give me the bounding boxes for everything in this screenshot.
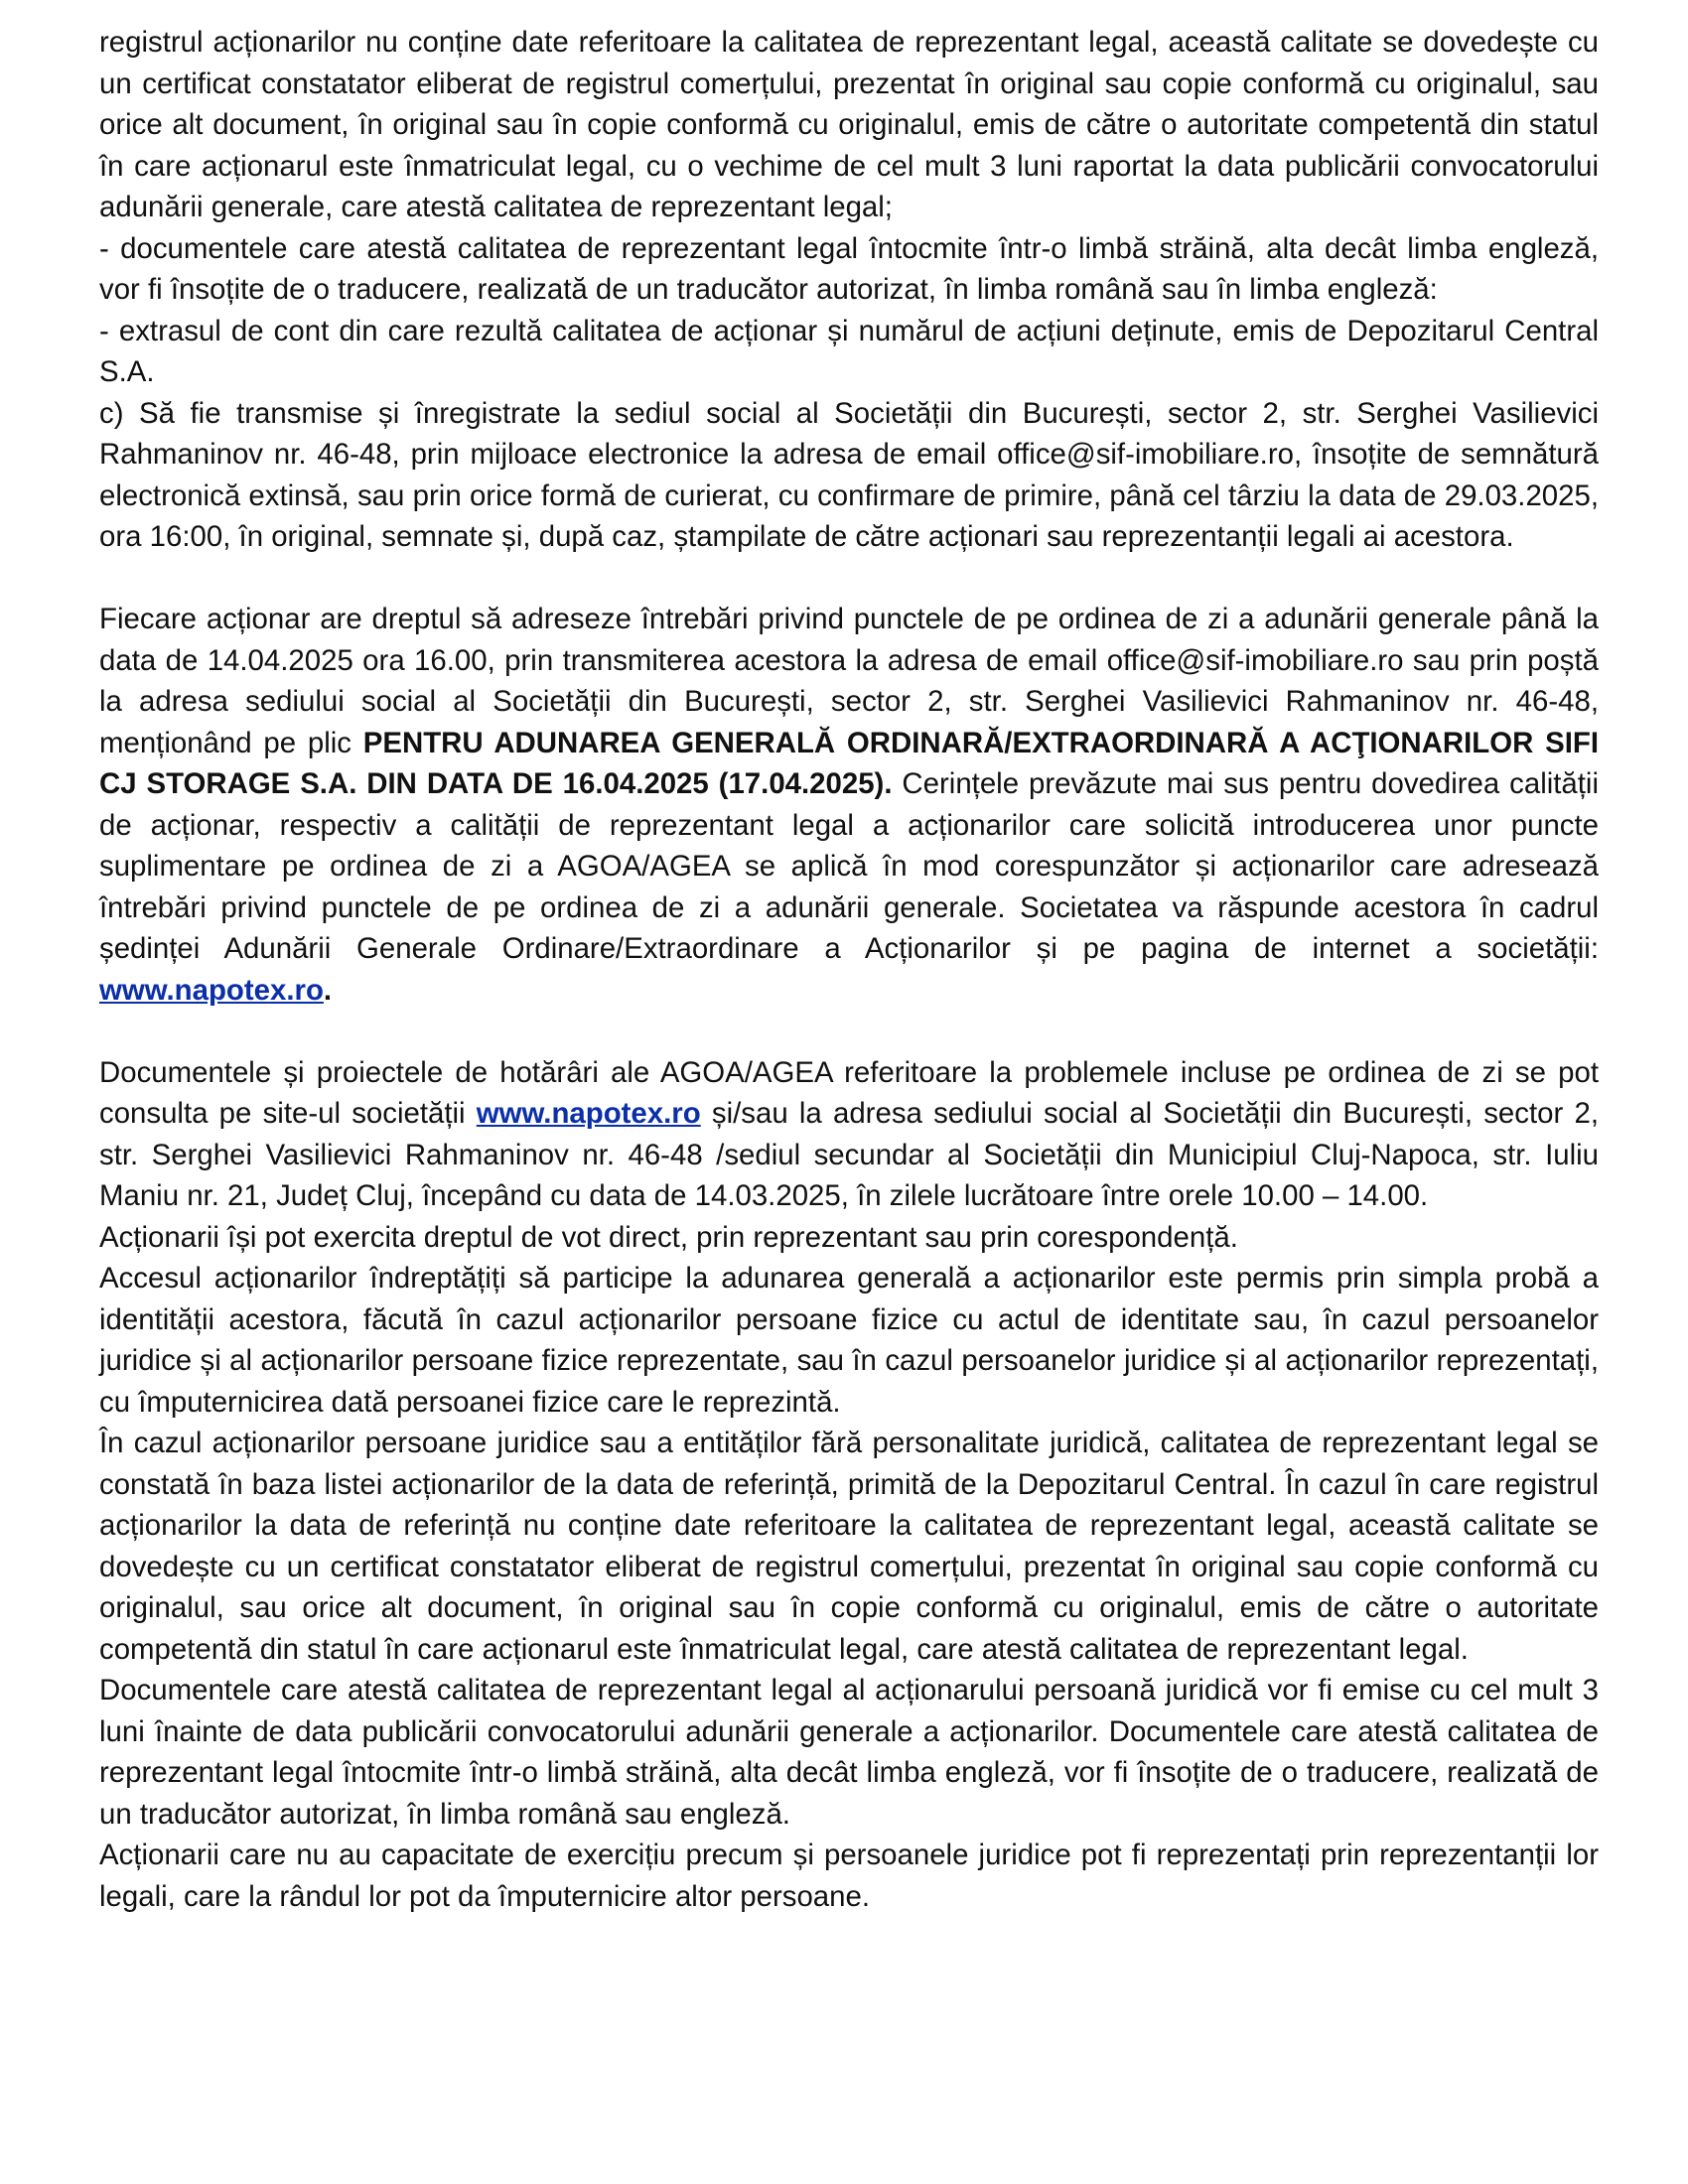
consultation-text-intro: Documentele și proiectele de hotărâri ale AGOA/AGEA referitoare la problemele incluse pe ordinea de zi se pot consulta pe site-ul societății: [99, 1055, 1599, 1130]
envelope-mention-bold: PENTRU ADUNAREA GENERALĂ ORDINARĂ/EXTRAORDINARĂ A ACŢIONARILOR SIFI CJ STORAGE S.A. DIN DATA DE 16.04.2025 (17.04.2025).: [99, 726, 1599, 800]
consultation-text-body: și/sau la adresa sediului social al Societății din București, sector 2, str. Serghei Vasilievici Rahmaninov nr. 46-48 /sediul secundar al Societății din Municipiul Cluj-Napoca, str. Iuliu Maniu nr. 21, Județ Cluj, începând cu data de 14.03.2025, în zilele lucrătoare între orele 10.00 – 14.00.: [99, 1097, 1599, 1212]
paragraph-spacer: [99, 558, 1599, 600]
paragraph-documents-consultation: [99, 1052, 1599, 1217]
paragraph-account-statement: - extrasul de cont din care rezultă calitatea de acționar și numărul de acțiuni deținute, emis de Depozitarul Central S.A.: [99, 314, 1599, 388]
paragraph-voting-rights: Acționarii își pot exercita dreptul de vot direct, prin reprezentant sau prin corespondență.: [99, 1220, 1238, 1254]
questions-text-intro: Fiecare acționar are dreptul să adreseze întrebări privind punctele de pe ordinea de zi a adunării generale până la data de 14.04.2025 ora 16.00, prin transmiterea acestora la adresa de email office@sif-imobiliare.ro sau prin poștă la adresa sediului social al Societății din București, sector 2, str. Serghei Vasilievici Rahmaninov nr. 46-48, menționând pe plic: [99, 603, 1599, 759]
paragraph-shareholder-questions: [99, 599, 1599, 1011]
paragraph-spacer: [99, 1011, 1599, 1052]
questions-text-end: .: [323, 973, 333, 1007]
paragraph-legal-entities: În cazul acționarilor persoane juridice sau a entităților fără personalitate juridică, calitatea de reprezentant legal se constată în baza listei acționarilor de la data de referință, primită de la Depozitarul Central. În cazul în care registrul acționarilor la data de referință nu conține date referitoare la calitatea de reprezentant legal, această calitate se dovedește cu un certificat constatator eliberat de registrul comerțului, prezentat în original sau copie conformă cu originalul, sau orice alt document, în original sau în copie conformă cu originalul, emis de către o autoritate competentă din statul în care acționarul este înmatriculat legal, care atestă calitatea de reprezentant legal.: [99, 1427, 1599, 1666]
paragraph-access-identity: Accesul acționarilor îndreptățiți să participe la adunarea generală a acționarilor este permis prin simpla probă a identității acestora, făcută în cazul acționarilor persoane fizice cu actul de identitate sau, în cazul persoanelor juridice și al acționarilor persoane fizice reprezentate, sau în cazul persoanelor juridice și al acționarilor reprezentați, cu împuternicirea dată persoanei fizice care le reprezintă.: [99, 1262, 1599, 1419]
website-link[interactable]: www.napotex.ro: [476, 1097, 701, 1130]
paragraph-representation: Acționarii care nu au capacitate de exercițiu precum și persoanele juridice pot fi reprezentați prin reprezentanții lor legali, care la rândul lor pot da împuternicire altor persoane.: [99, 1839, 1599, 1913]
website-link[interactable]: www.napotex.ro: [99, 973, 324, 1007]
questions-text-body: Cerințele prevăzute mai sus pentru dovedirea calității de acționar, respectiv a calității de reprezentant legal a acționarilor care solicită introducerea unor puncte suplimentare pe ordinea de zi a AGOA/AGEA se aplică în mod corespunzător și acționarilor care adresează întrebări privind punctele de pe ordinea de zi a adunării generale. Societatea va răspunde acestora în cadrul ședinței Adunării Generale Ordinare/Extraordinare a Acționarilor și pe pagina de internet a societății:: [99, 767, 1599, 965]
paragraph-document-validity: Documentele care atestă calitatea de reprezentant legal al acționarului persoană juridică vor fi emise cu cel mult 3 luni înainte de data publicării convocatorului adunării generale a acționarilor. Documentele care atestă calitatea de reprezentant legal întocmite într-o limbă străină, alta decât limba engleză, vor fi însoțite de o traducere, realizată de un traducător autorizat, în limba română sau engleză.: [99, 1674, 1599, 1831]
paragraph-translation-requirement: - documentele care atestă calitatea de reprezentant legal întocmite într-o limbă străină, alta decât limba engleză, vor fi însoțite de o traducere, realizată de un traducător autorizat, în limba română sau în limba engleză:: [99, 231, 1599, 306]
paragraph-legal-representative-proof: registrul acționarilor nu conține date referitoare la calitatea de reprezentant legal, această calitate se dovedește cu un certificat constatator eliberat de registrul comerțului, prezentat în original sau copie conformă cu originalul, sau orice alt document, în original sau în copie conformă cu originalul, emis de către o autoritate competentă din statul în care acționarul este înmatriculat legal, cu o vechime de cel mult 3 luni raportat la data publicării convocatorului adunării generale, care atestă calitatea de reprezentant legal;: [99, 26, 1599, 223]
paragraph-submission-deadline: c) Să fie transmise și înregistrate la sediul social al Societății din București, sector 2, str. Serghei Vasilievici Rahmaninov nr. 46-48, prin mijloace electronice la adresa de email office@sif-imobiliare.ro, însoțite de semnătură electronică extinsă, sau prin orice formă de curierat, cu confirmare de primire, până cel târziu la data de 29.03.2025, ora 16:00, în original, semnate și, după caz, ștampilate de către acționari sau reprezentanții legali ai acestora.: [99, 396, 1599, 553]
document-page: [99, 22, 1599, 1917]
